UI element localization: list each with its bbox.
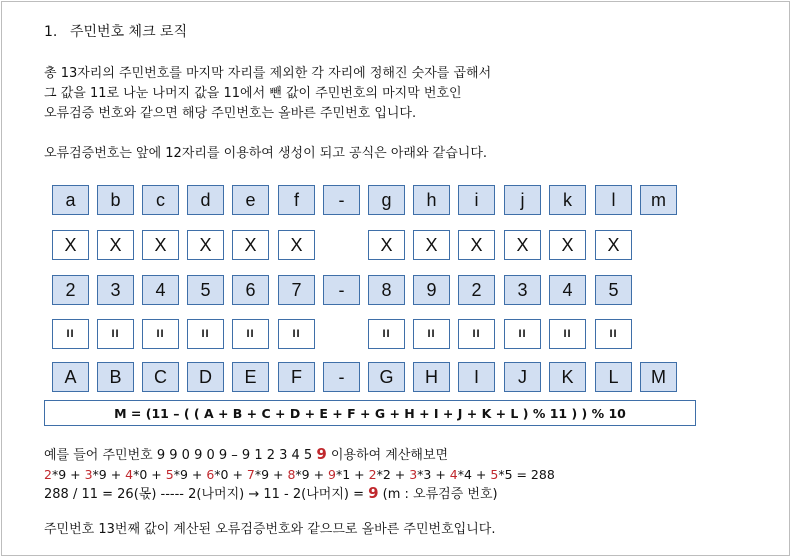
table-cell-weight: 4: [142, 275, 179, 305]
table-cell-product: F: [278, 362, 315, 392]
table-cell-product: G: [368, 362, 405, 392]
table-cell-equals: II: [187, 319, 224, 349]
table-cell-equals: II: [368, 319, 405, 349]
table-cell-weight: 3: [97, 275, 134, 305]
table-cell-weight: 3: [504, 275, 541, 305]
term-weight: 7: [246, 467, 255, 482]
term-digit: 5: [504, 467, 513, 482]
table-cell-product: L: [595, 362, 632, 392]
term-digit: 4: [463, 467, 472, 482]
term-digit: 9: [261, 467, 270, 482]
table-cell-letter: j: [504, 185, 541, 215]
table-cell-times: X: [278, 230, 315, 260]
table-cell-weight: 7: [278, 275, 315, 305]
check-digit: 9: [316, 445, 327, 463]
term-separator: +: [309, 467, 329, 482]
term-weight: 3: [409, 467, 418, 482]
table-cell-weight: 2: [52, 275, 89, 305]
table-cell-letter: a: [52, 185, 89, 215]
table-cell-letter: m: [640, 185, 677, 215]
term-weight: 4: [449, 467, 458, 482]
term-separator: +: [390, 467, 410, 482]
table-cell-product: B: [97, 362, 134, 392]
division-line: 288 / 11 = 26(몫) ----- 2(나머지) → 11 - 2(나머지) = 9 (m : 오류검증 번호): [44, 484, 498, 502]
formula-box: M = (11 – ( ( A + B + C + D + E + F + G + H + I + J + K + L ) % 11 ) ) % 10: [44, 400, 696, 426]
paragraph-line-2: 그 값을 11로 나눈 나머지 값을 11에서 뺀 값이 주민번호의 마지막 번호인: [44, 86, 462, 101]
table-cell-times: X: [458, 230, 495, 260]
term-separator: +: [471, 467, 491, 482]
table-cell-product: D: [187, 362, 224, 392]
section-heading: [44, 24, 187, 40]
table-cell-times: X: [549, 230, 586, 260]
table-cell-letter: h: [413, 185, 450, 215]
table-cell-weight: 5: [595, 275, 632, 305]
table-cell-times: X: [52, 230, 89, 260]
table-cell-times: X: [232, 230, 269, 260]
term-separator: = 288: [512, 467, 555, 482]
term-weight: 8: [287, 467, 296, 482]
term-separator: +: [350, 467, 369, 482]
table-cell-letter: -: [323, 185, 360, 215]
heading-text: 주민번호 체크 로직: [70, 24, 188, 40]
table-cell-letter: g: [368, 185, 405, 215]
table-cell-letter: k: [549, 185, 586, 215]
table-cell-times: X: [97, 230, 134, 260]
table-cell-product: J: [504, 362, 541, 392]
term-digit: 9: [301, 467, 310, 482]
table-cell-letter: i: [458, 185, 495, 215]
table-cell-product: -: [323, 362, 360, 392]
table-cell-times: X: [504, 230, 541, 260]
table-cell-letter: e: [232, 185, 269, 215]
term-separator: +: [269, 467, 288, 482]
table-cell-letter: f: [278, 185, 315, 215]
heading-number: 1.: [44, 24, 58, 40]
term-weight: 5: [490, 467, 499, 482]
term-separator: +: [187, 467, 207, 482]
calculation-line: 2*9 + 3*9 + 4*0 + 5*9 + 6*0 + 7*9 + 8*9 + 9*1 + 2*2 + 3*3 + 4*4 + 5*5 = 288: [44, 467, 555, 482]
table-cell-equals: II: [413, 319, 450, 349]
conclusion: 주민번호 13번째 값이 계산된 오류검증번호와 같으므로 올바른 주민번호입니다.: [44, 522, 496, 537]
table-cell-product: K: [549, 362, 586, 392]
table-cell-product: C: [142, 362, 179, 392]
table-cell-times: X: [595, 230, 632, 260]
term-digit: 1: [342, 467, 351, 482]
table-cell-weight: 9: [413, 275, 450, 305]
paragraph-line-1: 총 13자리의 주민번호를 마지막 자리를 제외한 각 자리에 정해진 숫자를 곱해서: [44, 66, 492, 81]
term-weight: 4: [125, 467, 134, 482]
table-cell-equals: II: [504, 319, 541, 349]
table-cell-weight: 5: [187, 275, 224, 305]
table-cell-letter: l: [595, 185, 632, 215]
term-weight: 3: [84, 467, 93, 482]
term-weight: 9: [328, 467, 336, 482]
table-cell-product: H: [413, 362, 450, 392]
term-digit: 2: [382, 467, 391, 482]
term-separator: +: [106, 467, 126, 482]
term-separator: +: [431, 467, 450, 482]
table-cell-equals: II: [232, 319, 269, 349]
example-intro: 예를 들어 주민번호 9 9 0 9 0 9 – 9 1 2 3 4 5 9 이용하여 계산해보면: [44, 445, 449, 463]
term-separator: +: [66, 467, 85, 482]
table-cell-equals: II: [458, 319, 495, 349]
term-separator: +: [228, 467, 247, 482]
table-cell-weight: 2: [458, 275, 495, 305]
term-weight: 2: [44, 467, 52, 482]
table-cell-product: I: [458, 362, 495, 392]
table-cell-equals: II: [549, 319, 586, 349]
term-digit: 9: [58, 467, 67, 482]
table-cell-product: E: [232, 362, 269, 392]
table-cell-letter: c: [142, 185, 179, 215]
table-cell-letter: d: [187, 185, 224, 215]
table-cell-product: A: [52, 362, 89, 392]
paragraph-line-3: 오류검증 번호와 같으면 해당 주민번호는 올바른 주민번호 입니다.: [44, 106, 417, 121]
term-digit: 9: [98, 467, 107, 482]
term-digit: 0: [139, 467, 148, 482]
table-cell-weight: 6: [232, 275, 269, 305]
table-cell-equals: II: [278, 319, 315, 349]
table-cell-times: X: [142, 230, 179, 260]
table-cell-times: X: [187, 230, 224, 260]
table-cell-product: M: [640, 362, 677, 392]
table-cell-equals: II: [595, 319, 632, 349]
table-cell-letter: b: [97, 185, 134, 215]
table-cell-equals: II: [97, 319, 134, 349]
table-cell-times: X: [413, 230, 450, 260]
table-cell-equals: II: [52, 319, 89, 349]
term-separator: +: [147, 467, 166, 482]
term-weight: 6: [206, 467, 215, 482]
table-cell-times: X: [368, 230, 405, 260]
term-weight: 5: [165, 467, 174, 482]
result-digit: 9: [368, 484, 379, 502]
table-cell-weight: -: [323, 275, 360, 305]
table-cell-equals: II: [142, 319, 179, 349]
term-weight: 2: [368, 467, 377, 482]
table-cell-weight: 4: [549, 275, 586, 305]
table-cell-weight: 8: [368, 275, 405, 305]
formula-intro: 오류검증번호는 앞에 12자리를 이용하여 생성이 되고 공식은 아래와 같습니다.: [44, 146, 488, 161]
term-digit: 9: [179, 467, 188, 482]
term-digit: 0: [220, 467, 229, 482]
term-digit: 3: [423, 467, 432, 482]
